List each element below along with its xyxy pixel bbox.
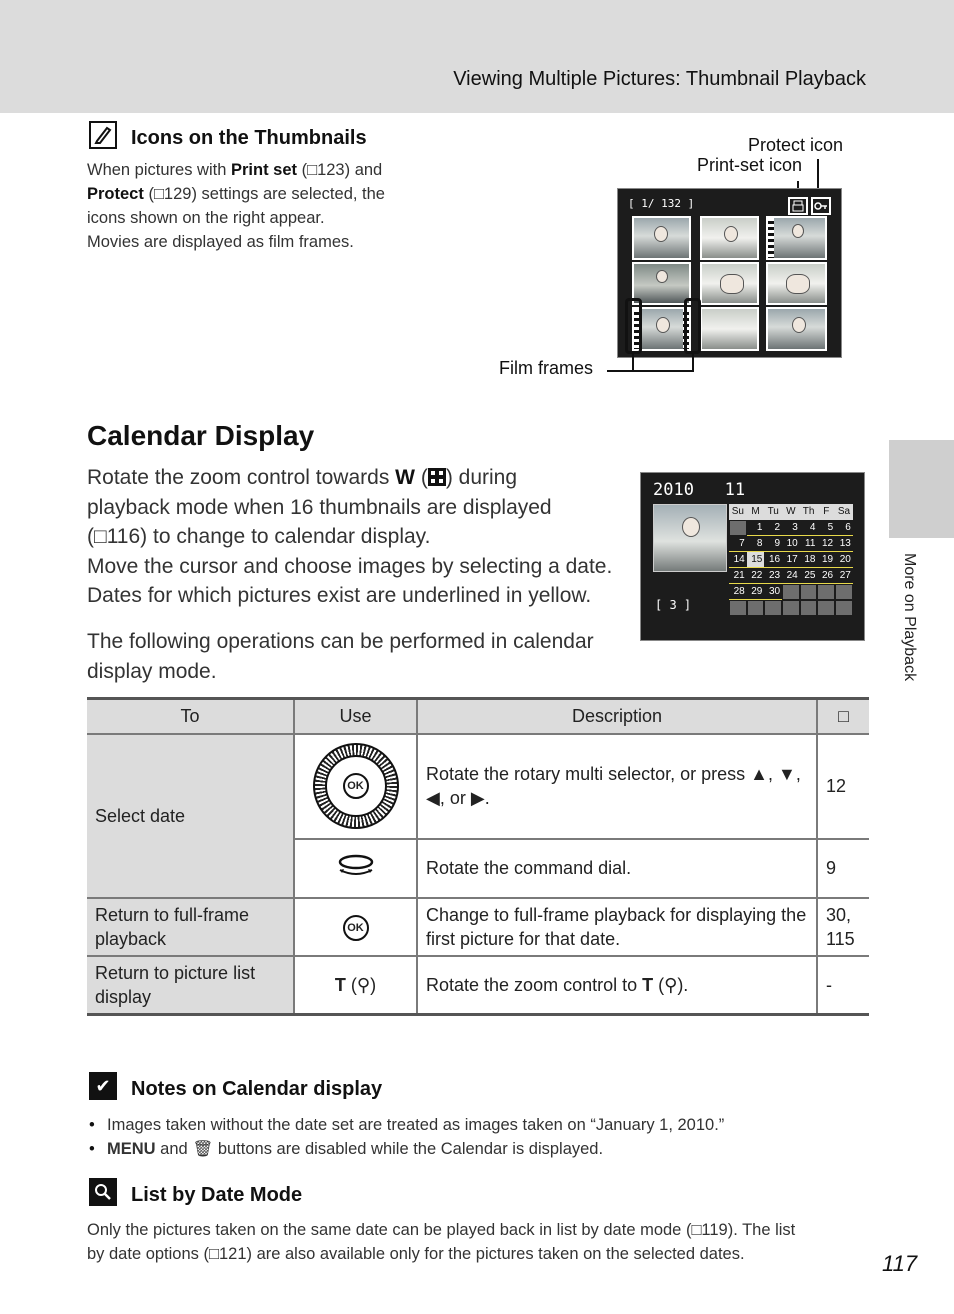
calendar-image-count: [ 3 ] xyxy=(655,598,692,612)
calendar-day[interactable]: 23 xyxy=(764,568,782,584)
calendar-day[interactable]: 29 xyxy=(747,584,765,600)
protect-icon xyxy=(811,197,831,215)
calendar-preview-photo xyxy=(653,504,727,572)
calendar-weekday-row xyxy=(729,504,853,520)
calendar-day[interactable]: 16 xyxy=(764,552,782,568)
table-row-list-display-to: Return to picture list display xyxy=(87,956,294,1015)
calendar-day[interactable]: 4 xyxy=(800,520,818,536)
calendar-operations-table xyxy=(87,697,869,1016)
print-set-icon xyxy=(788,197,808,215)
thumbnail xyxy=(700,262,759,305)
calendar-weekday: F xyxy=(817,504,835,520)
arrow-down-icon: ▼ xyxy=(777,764,796,784)
calendar-weekday: Th xyxy=(800,504,818,520)
calendar-day[interactable]: 3 xyxy=(782,520,800,536)
book-ref-icon: □ xyxy=(94,525,107,548)
thumbnail xyxy=(700,216,759,260)
thumbnail-grid-icon xyxy=(428,468,446,486)
calendar-day[interactable]: 11 xyxy=(800,536,818,552)
calendar-empty-cell[interactable] xyxy=(800,600,818,616)
calendar-empty-cell[interactable] xyxy=(817,600,835,616)
calendar-day[interactable]: 2 xyxy=(764,520,782,536)
book-ref-icon: □ xyxy=(307,161,318,179)
calendar-weekday: M xyxy=(747,504,765,520)
icons-note-title: Icons on the Thumbnails xyxy=(131,127,367,149)
calendar-display-heading: Calendar Display xyxy=(87,420,315,451)
calendar-empty-cell[interactable] xyxy=(835,584,853,600)
table-row-full-frame-to: Return to full-frame playback xyxy=(87,898,294,956)
arrow-right-icon: ▶ xyxy=(470,788,485,808)
pencil-note-icon xyxy=(89,121,117,149)
table-row-command-dial-description: Rotate the command dial. xyxy=(417,839,817,898)
calendar-year-month: 2010 11 xyxy=(653,480,746,500)
list-by-date-text: Only the pictures taken on the same date can be played back in list by date mode (□119). The list by date options (□121) are also available only for the pictures taken on the selected dates. xyxy=(87,1221,796,1263)
section-tab-label: More on Playback xyxy=(901,553,918,682)
calendar-day[interactable]: 19 xyxy=(817,552,835,568)
calendar-day[interactable]: 8 xyxy=(747,536,765,552)
calendar-day[interactable]: 13 xyxy=(835,536,853,552)
calendar-day[interactable]: 27 xyxy=(835,568,853,584)
calendar-notes-list xyxy=(87,1113,724,1161)
page-header-title: Viewing Multiple Pictures: Thumbnail Playback xyxy=(453,68,866,90)
protect-icon-label: Protect icon xyxy=(748,135,844,155)
arrow-left-icon: ◀ xyxy=(426,788,440,808)
calendar-weekday: Su xyxy=(729,504,747,520)
calendar-display-intro: Rotate the zoom control towards W ( ) during playback mode when 16 thumbnails are displayed (□116) to change to calendar display. Move the cursor and choose images by selecting a date. Dates for which pictures exist are underlined in yellow. xyxy=(87,466,613,607)
calendar-day[interactable]: 15 xyxy=(747,552,765,568)
calendar-day[interactable]: 6 xyxy=(835,520,853,536)
menu-button-icon: MENU xyxy=(107,1140,156,1158)
calendar-weekday: Tu xyxy=(764,504,782,520)
calendar-day[interactable]: 7 xyxy=(729,536,747,552)
calendar-day[interactable]: 22 xyxy=(747,568,765,584)
icons-note-text: When pictures with Print set (□123) and Protect (□129) settings are selected, the icons shown on the right appear. Movies are displayed as film frames. xyxy=(87,161,385,251)
calendar-empty-cell[interactable] xyxy=(747,600,765,616)
calendar-day[interactable]: 21 xyxy=(729,568,747,584)
column-header-description: Description xyxy=(417,699,817,734)
calendar-day[interactable]: 5 xyxy=(817,520,835,536)
calendar-empty-cell[interactable] xyxy=(764,600,782,616)
table-row-command-dial-use xyxy=(294,839,417,898)
frame-counter: [ 1/ 132 ] xyxy=(628,197,695,210)
calendar-week-row xyxy=(729,600,853,616)
table-row-list-display-page: - xyxy=(817,956,869,1015)
calendar-empty-cell[interactable] xyxy=(782,584,800,600)
calendar-day[interactable]: 12 xyxy=(817,536,835,552)
book-ref-icon: □ xyxy=(209,1245,219,1263)
command-dial-icon xyxy=(336,852,376,878)
calendar-day[interactable]: 24 xyxy=(782,568,800,584)
list-item: • MENU and 🗑 buttons are disabled while the Calendar is displayed. xyxy=(87,1137,724,1161)
calendar-day[interactable]: 1 xyxy=(747,520,765,536)
thumbnail xyxy=(766,307,827,351)
page-number: 117 xyxy=(882,1251,918,1276)
table-row-select-date-page: 12 xyxy=(817,734,869,839)
calendar-day[interactable]: 20 xyxy=(835,552,853,568)
column-header-use: Use xyxy=(294,699,417,734)
thumbnail xyxy=(700,307,759,351)
calendar-week-row xyxy=(729,568,853,584)
calendar-day[interactable]: 17 xyxy=(782,552,800,568)
section-tab xyxy=(889,440,954,538)
calendar-day[interactable]: 30 xyxy=(764,584,782,600)
table-row-list-display-use: T (⚲) xyxy=(294,956,417,1015)
calendar-empty-cell[interactable] xyxy=(729,520,747,536)
book-ref-icon: □ xyxy=(691,1221,702,1239)
calendar-ops-intro: The following operations can be performed in calendar display mode. xyxy=(87,630,594,683)
calendar-day[interactable]: 26 xyxy=(817,568,835,584)
thumbnail xyxy=(766,262,827,305)
calendar-weekday: W xyxy=(782,504,800,520)
magnifier-icon: ⚲ xyxy=(664,974,678,995)
rotary-multi-selector-icon: OK xyxy=(313,743,399,829)
calendar-day[interactable]: 10 xyxy=(782,536,800,552)
thumbnail xyxy=(632,216,691,260)
calendar-empty-cell[interactable] xyxy=(800,584,818,600)
calendar-week-row xyxy=(729,536,853,552)
calendar-day[interactable]: 9 xyxy=(764,536,782,552)
table-row-full-frame-use xyxy=(294,898,417,956)
table-row-select-date-to: Select date xyxy=(87,734,294,898)
thumbnail xyxy=(766,216,827,260)
thumbnail-playback-screen xyxy=(617,188,842,358)
list-by-date-title: List by Date Mode xyxy=(131,1184,303,1206)
calendar-day[interactable]: 14 xyxy=(729,552,747,568)
table-row-select-date-use xyxy=(294,734,417,839)
calendar-empty-cell[interactable] xyxy=(817,584,835,600)
calendar-week-row xyxy=(729,584,853,600)
calendar-empty-cell[interactable] xyxy=(729,600,747,616)
magnifier-note-icon xyxy=(89,1178,117,1206)
table-row-command-dial-page: 9 xyxy=(817,839,869,898)
calendar-day[interactable]: 25 xyxy=(800,568,818,584)
zoom-w-letter: W xyxy=(395,466,415,489)
calendar-week-row xyxy=(729,552,853,568)
table-row-full-frame-description: Change to full-frame playback for displaying the first picture for that date. xyxy=(417,898,817,956)
header-band xyxy=(0,0,954,113)
checkmark-note-icon: ✔ xyxy=(89,1072,117,1100)
calendar-notes-title: Notes on Calendar display xyxy=(131,1078,383,1100)
ok-button-icon: OK xyxy=(343,915,369,941)
calendar-week-row xyxy=(729,520,853,536)
print-set-icon-label: Print-set icon xyxy=(697,155,803,175)
arrow-up-icon: ▲ xyxy=(750,764,768,784)
trash-icon: 🗑 xyxy=(192,1140,214,1158)
calendar-empty-cell[interactable] xyxy=(835,600,853,616)
calendar-empty-cell[interactable] xyxy=(782,600,800,616)
calendar-grid xyxy=(729,504,853,616)
column-header-page-ref xyxy=(817,699,869,734)
film-frames-label: Film frames xyxy=(499,358,593,378)
calendar-day[interactable]: 18 xyxy=(800,552,818,568)
table-row-list-display-description: Rotate the zoom control to T (⚲). xyxy=(417,956,817,1015)
column-header-to: To xyxy=(87,699,294,734)
book-ref-icon: □ xyxy=(153,185,164,203)
zoom-t-letter: T xyxy=(334,974,346,995)
book-ref-icon: □ xyxy=(838,705,849,726)
film-frame-highlight-right xyxy=(684,298,701,354)
calendar-screen xyxy=(640,472,865,641)
table-row-select-date-description: Rotate the rotary multi selector, or press ▲, ▼, ◀, or ▶. xyxy=(417,734,817,839)
table-row-full-frame-page: 30, 115 xyxy=(817,898,869,956)
film-callout-line xyxy=(607,370,694,372)
calendar-weekday: Sa xyxy=(835,504,853,520)
magnifier-icon: ⚲ xyxy=(356,974,371,995)
list-item: • Images taken without the date set are treated as images taken on “January 1, 2010.” xyxy=(87,1113,724,1137)
film-frame-highlight-left xyxy=(625,298,642,354)
calendar-day[interactable]: 28 xyxy=(729,584,747,600)
